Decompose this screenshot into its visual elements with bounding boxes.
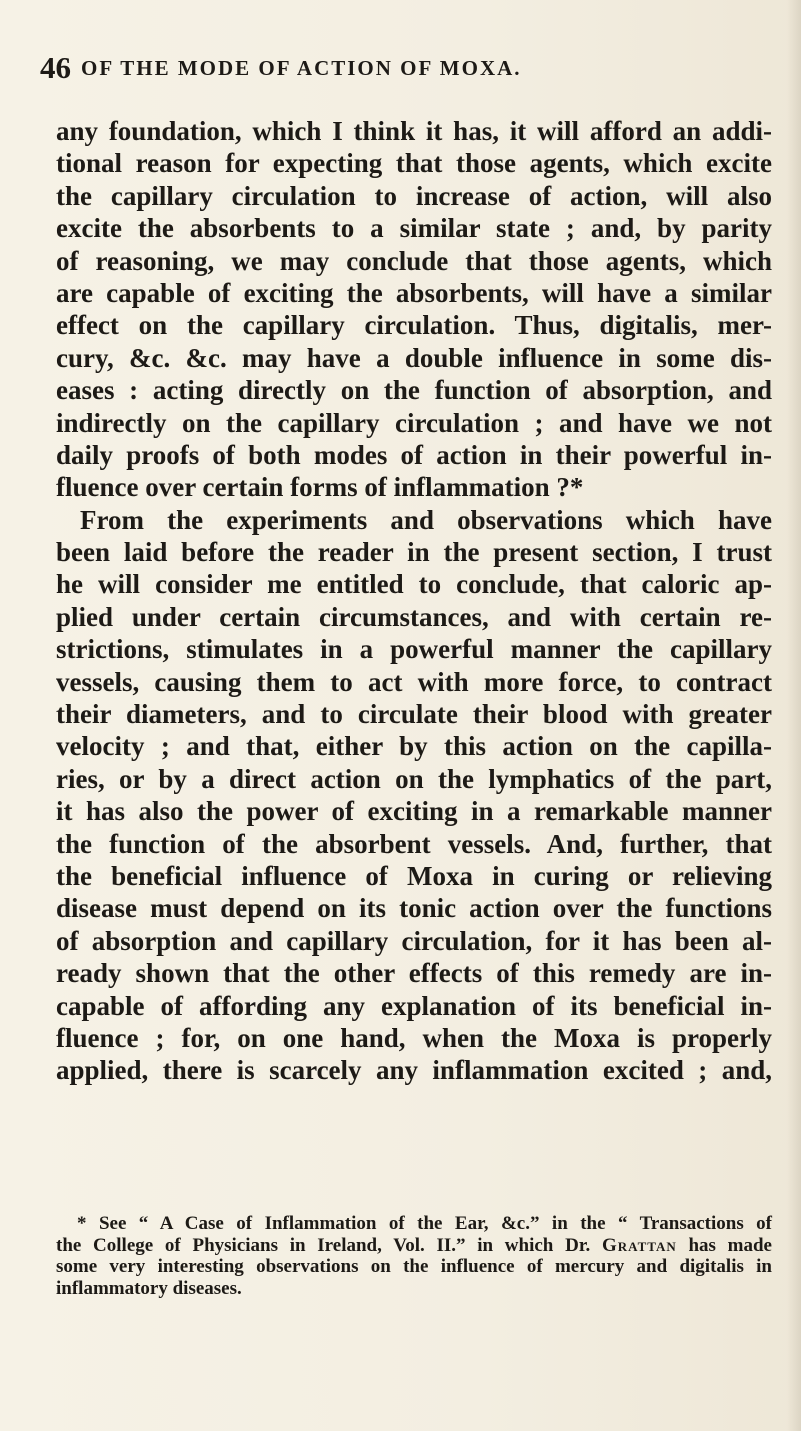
- footnote-line: [56, 1235, 772, 1257]
- text-line: applied, there is scarcely any inflammation excited ; and,: [56, 1055, 772, 1086]
- footnote: [56, 1213, 772, 1299]
- text-line: their diameters, and to circulate their blood with greater: [56, 699, 772, 730]
- paragraph-start-line: From the experiments and observations which have: [80, 504, 772, 535]
- text-line: been laid before the reader in the present section, I trust: [56, 537, 772, 568]
- text-line: plied under certain circumstances, and with certain re-: [56, 601, 772, 632]
- text-line: the capillary circulation to increase of action, will also: [56, 180, 772, 211]
- text-line: ready shown that the other effects of this remedy are in-: [56, 958, 772, 989]
- page-edge-shadow: [787, 0, 801, 1431]
- footnote-text: the College of Physicians in Ireland, Vol. II.” in which Dr.: [56, 1234, 602, 1256]
- text-line: excite the absorbents to a similar state ; and, by parity: [56, 213, 772, 244]
- footnote-line: inflammatory diseases.: [56, 1277, 242, 1299]
- text-line: of absorption and capillary circulation, for it has been al-: [56, 925, 772, 956]
- text-line: indirectly on the capillary circulation ; and have we not: [56, 407, 772, 438]
- text-line: of reasoning, we may conclude that those agents, which: [56, 245, 772, 276]
- text-line: eases : acting directly on the function of absorption, and: [56, 375, 772, 406]
- text-line: ries, or by a direct action on the lymphatics of the part,: [56, 763, 772, 794]
- text-line: effect on the capillary circulation. Thus, digitalis, mer-: [56, 310, 772, 341]
- page-number: 46: [40, 50, 71, 85]
- text-line: the beneficial influence of Moxa in curing or relieving: [56, 860, 772, 891]
- footnote-line: some very interesting observations on the influence of mercury and digitalis in: [56, 1256, 772, 1278]
- text-line: vessels, causing them to act with more force, to contract: [56, 666, 772, 697]
- text-line: it has also the power of exciting in a remarkable manner: [56, 796, 772, 827]
- text-line: any foundation, which I think it has, it will afford an addi-: [56, 116, 772, 146]
- text-line: daily proofs of both modes of action in their powerful in-: [56, 439, 772, 470]
- text-line: tional reason for expecting that those agents, which excite: [56, 148, 772, 179]
- text-line: cury, &c. &c. may have a double influence in some dis-: [56, 342, 772, 373]
- running-head: [40, 50, 760, 94]
- text-line: are capable of exciting the absorbents, will have a similar: [56, 277, 772, 308]
- body-text: [56, 115, 772, 1087]
- text-line: fluence over certain forms of inflammation ?*: [56, 472, 584, 503]
- text-line: velocity ; and that, either by this action on the capilla-: [56, 731, 772, 762]
- text-line: fluence ; for, on one hand, when the Moxa is properly: [56, 1022, 772, 1053]
- text-line: capable of affording any explanation of its beneficial in-: [56, 990, 772, 1021]
- text-line: he will consider me entitled to conclude, that caloric ap-: [56, 569, 772, 600]
- footnote-author-name: Grattan: [602, 1234, 677, 1256]
- text-line: strictions, stimulates in a powerful manner the capillary: [56, 634, 772, 665]
- footnote-text: has made: [676, 1234, 772, 1256]
- text-line: disease must depend on its tonic action over the functions: [56, 893, 772, 924]
- text-line: the function of the absorbent vessels. And, further, that: [56, 828, 772, 859]
- footnote-line: * See “ A Case of Inflammation of the Ear, &c.” in the “ Transactions of: [77, 1213, 772, 1234]
- running-title: OF THE MODE OF ACTION OF MOXA.: [81, 56, 522, 80]
